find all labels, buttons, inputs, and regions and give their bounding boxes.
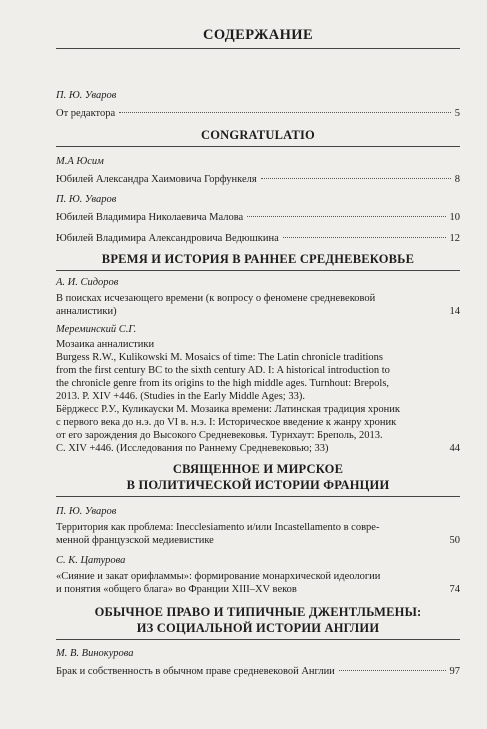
toc-entry[interactable] — [56, 338, 460, 455]
entry-title: Юбилей Владимира Александровича Ведюшкина — [56, 233, 279, 244]
entry-line: Burgess R.W., Kulikowski M. Mosaics of time: The Latin chronicle traditions — [56, 352, 384, 363]
toc-entry[interactable] — [56, 232, 460, 245]
entry-last-line — [56, 305, 460, 318]
entry-line: С. XIV +446. (Исследования по Раннему Средневековью; 33) — [56, 443, 329, 454]
entry-line: и понятия «общего блага» во Франции XIII–XV веков — [56, 584, 297, 595]
toc-entry[interactable] — [56, 292, 460, 318]
section-heading-line2: ИЗ СОЦИАЛЬНОЙ ИСТОРИИ АНГЛИИ — [136, 621, 380, 635]
page-number: 12 — [449, 233, 460, 244]
entry-line: от его зарождения до Высокого Средневековья. Турнхаут: Бреполь, 2013. — [56, 430, 383, 441]
entry-last-line — [56, 534, 460, 547]
entry-last-line — [56, 442, 460, 455]
entry-line: Бёрджесс Р.У., Куликауски М. Мозаика времени: Латинская традиция хроник — [56, 404, 401, 415]
entry-line: с первого века до н.э. до VI в. н.э. I: Историческое введение к жанру хроник — [56, 417, 397, 428]
dot-leader — [339, 670, 446, 671]
toc-entry[interactable] — [56, 107, 460, 120]
author: П. Ю. Уваров — [56, 506, 117, 517]
page-number: 14 — [449, 306, 460, 317]
page-number: 50 — [449, 535, 460, 546]
entry-title: Юбилей Владимира Николаевича Малова — [56, 212, 244, 223]
toc-entry[interactable] — [56, 173, 460, 186]
entry-line: Территория как проблема: Inecclesiamento и/или Incastellamento в совре- — [56, 522, 380, 533]
page-number: 10 — [449, 212, 460, 223]
entry-title: От редактора — [56, 108, 116, 119]
entry-line: the chronicle genre from its origins to the high middle ages. Turnhout: Brepols, — [56, 378, 390, 389]
section-heading: СВЯЩЕННОЕ И МИРСКОЕ — [172, 462, 344, 476]
entry-line: анналистики) — [56, 306, 117, 317]
entry-line: 2013. P. XIV +446. (Studies in the Early Middle Ages; 33). — [56, 391, 305, 402]
entry-line: Мозаика анналистики — [56, 339, 155, 350]
toc-entry[interactable] — [56, 570, 460, 596]
section-heading-line2: В ПОЛИТИЧЕСКОЙ ИСТОРИИ ФРАНЦИИ — [126, 478, 390, 492]
entry-last-line — [56, 583, 460, 596]
table-of-contents — [56, 26, 460, 678]
toc-entry[interactable] — [56, 521, 460, 547]
page-number: 5 — [454, 108, 460, 119]
section-heading: CONGRATULATIO — [201, 128, 315, 142]
section-heading: ВРЕМЯ И ИСТОРИЯ В РАННЕЕ СРЕДНЕВЕКОВЬЕ — [101, 252, 415, 266]
dot-leader — [247, 216, 445, 217]
entry-line: «Сияние и закат орифламмы»: формирование монархической идеологии — [56, 571, 381, 582]
author: А. И. Сидоров — [56, 277, 119, 288]
page-title: СОДЕРЖАНИЕ — [202, 27, 314, 43]
entry-title: Юбилей Александра Хаимовича Горфункеля — [56, 174, 257, 185]
entry-line: менной французской медиевистике — [56, 535, 214, 546]
author: Мереминский С.Г. — [56, 324, 137, 335]
author: П. Ю. Уваров — [56, 90, 117, 101]
section-heading: ОБЫЧНОЕ ПРАВО И ТИПИЧНЫЕ ДЖЕНТЛЬМЕНЫ: — [94, 605, 422, 619]
dot-leader — [119, 112, 451, 113]
page-number: 44 — [449, 443, 460, 454]
toc-entry[interactable] — [56, 665, 460, 678]
author: М.А Юсим — [56, 156, 104, 167]
toc-entry[interactable] — [56, 211, 460, 224]
entry-line: from the first century BC to the sixth century AD. I: A historical introduction to — [56, 365, 390, 376]
entry-line: В поисках исчезающего времени (к вопросу о феномене средневековой — [56, 293, 376, 304]
page-number: 97 — [449, 666, 460, 677]
dot-leader — [283, 237, 446, 238]
entry-title: Брак и собственность в обычном праве средневековой Англии — [56, 666, 335, 677]
author: С. К. Цатурова — [56, 555, 126, 566]
page-number: 74 — [449, 584, 460, 595]
dot-leader — [261, 178, 451, 179]
author: М. В. Винокурова — [56, 648, 134, 659]
page-number: 8 — [454, 174, 460, 185]
author: П. Ю. Уваров — [56, 194, 117, 205]
